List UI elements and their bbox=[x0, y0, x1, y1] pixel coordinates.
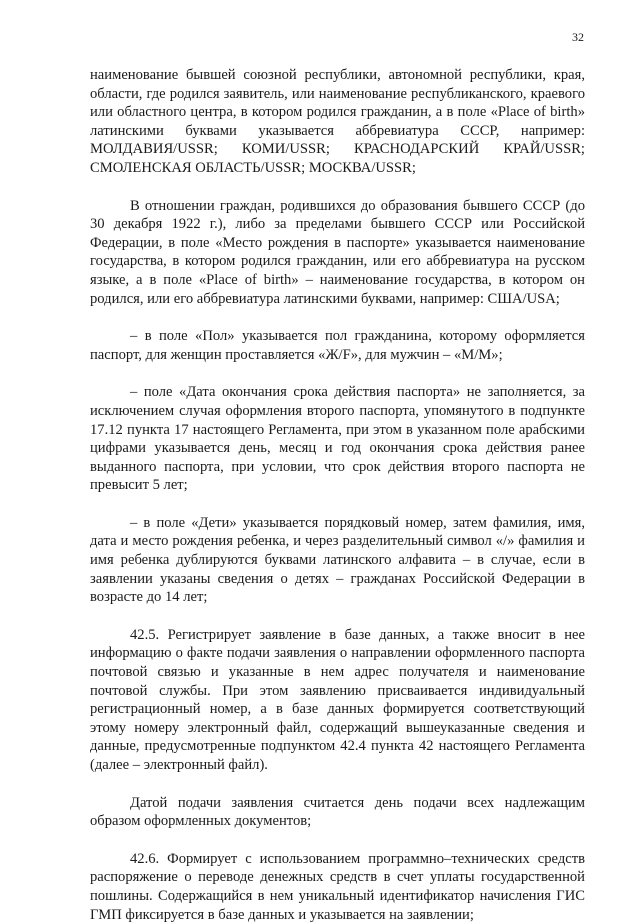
paragraph-42-6-payment: 42.6. Формирует с использованием программно–технических средств распоряжение о переводе денежных средств в счет уплаты государственной пошлины. Содержащийся в нем уникальный идентификатор начисления ГИС ГМП фиксируется в базе данных и указывается на заявлении; bbox=[90, 850, 585, 923]
paragraph-children-field: – в поле «Дети» указывается порядковый номер, затем фамилия, имя, дата и место рождения ребенка, и через разделительный символ «/» фамилия и имя ребенка дублируются буквами латинского алфавита – в случае, если в заявлении указаны сведения о детях – гражданах Российской Федерации в возрасте до 14 лет; bbox=[90, 514, 585, 606]
page-number: 32 bbox=[572, 30, 584, 44]
paragraph-place-of-birth-ussr: наименование бывшей союзной республики, автономной республики, края, области, где родился заявитель, или наименование республиканского, краевого или областного центра, в котором родился гражданин, а в поле «Place of birth» латинскими буквами указывается аббревиатура СССР, например: МОЛДАВИЯ/USSR; КОМИ/USSR; КРАСНОДАРСКИЙ КРАЙ/USSR; СМОЛЕНСКАЯ ОБЛАСТЬ/USSR; МОСКВА/USSR; bbox=[90, 67, 585, 176]
paragraph-expiry-date-field: – поле «Дата окончания срока действия паспорта» не заполняется, за исключением случая оформления второго паспорта, упомянутого в подпункте 17.12 пункта 17 настоящего Регламента, при этом в указанном поле арабскими цифрами указывается день, месяц и год окончания срока действия ранее выданного паспорта, при условии, что срок действия второго паспорта не превысит 5 лет; bbox=[90, 384, 585, 494]
paragraph-born-before-ussr: В отношении граждан, родившихся до образования бывшего СССР (до 30 декабря 1922 г.), либо за пределами бывшего СССР или Российской Федерации, в поле «Место рождения в паспорте» указывается наименование государства, в котором родился гражданин, или его аббревиатура на русском языке, а в поле «Place of birth» – наименование государства, в котором он родился, или его аббревиатура латинскими буквами, например: США/USA; bbox=[90, 197, 585, 307]
paragraph-42-5-registration: 42.5. Регистрирует заявление в базе данных, а также вносит в нее информацию о факте подачи заявления о направлении оформленного паспорта почтовой связью и указанные в нем адрес получателя и наименование почтовой службы. При этом заявлению присваивается индивидуальный регистрационный номер, а в базе данных формируется соответствующий этому номеру электронный файл, содержащий вышеуказанные сведения и данные, предусмотренные подпунктом 42.4 пункта 42 настоящего Регламента (далее – электронный файл). bbox=[90, 626, 585, 773]
document-body bbox=[90, 66, 585, 924]
paragraph-sex-field: – в поле «Пол» указывается пол гражданина, которому оформляется паспорт, для женщин проставляется «Ж/F», для мужчин – «М/M»; bbox=[90, 328, 585, 363]
paragraph-submission-date: Датой подачи заявления считается день подачи всех надлежащим образом оформленных документов; bbox=[90, 794, 585, 830]
